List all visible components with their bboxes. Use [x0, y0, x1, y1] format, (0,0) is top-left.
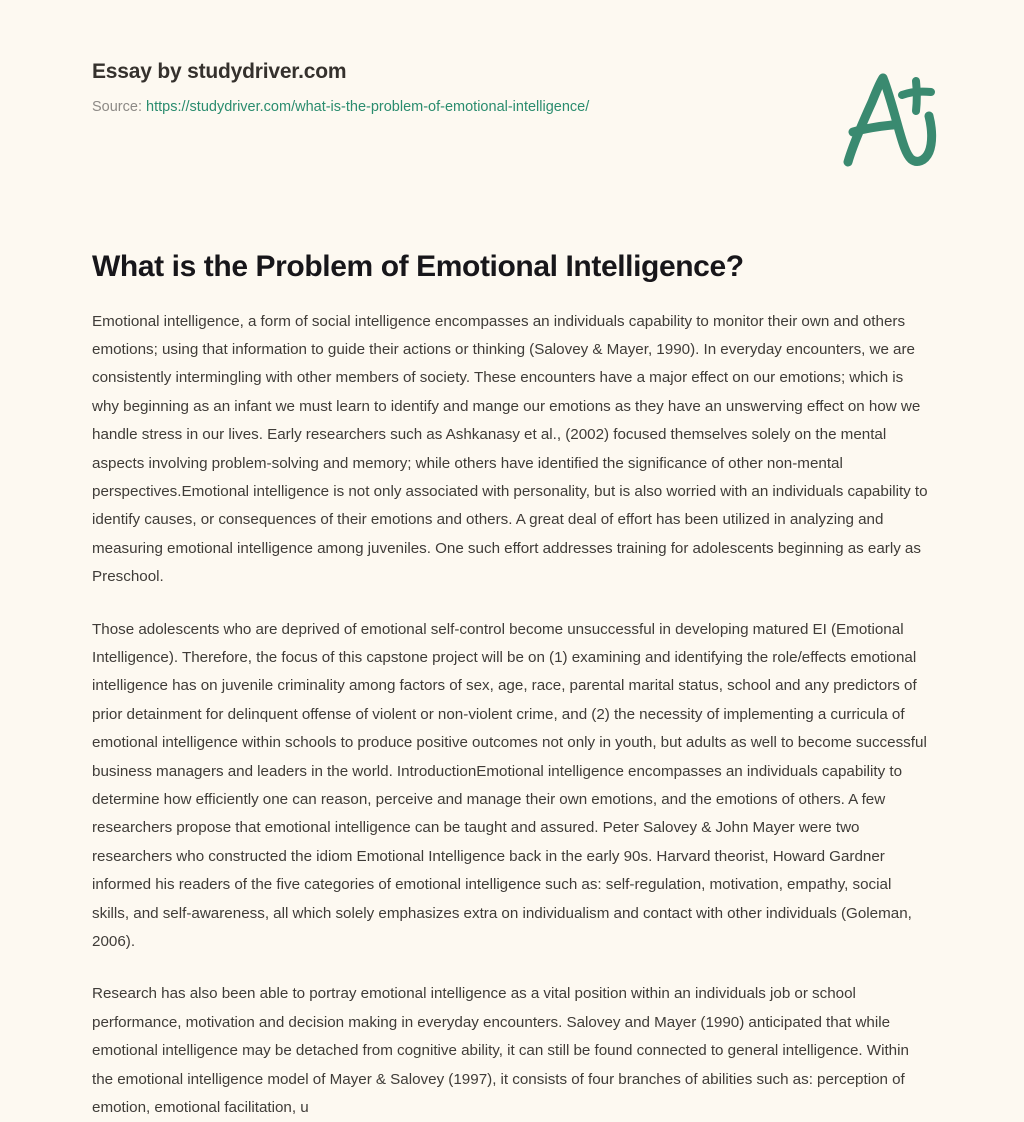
page-title: What is the Problem of Emotional Intelligence?	[92, 248, 932, 286]
article-paragraph: Emotional intelligence, a form of social intelligence encompasses an individuals capability to monitor their own and others emotions; using that information to guide their actions or thinking (Salovey & Mayer, 1990). In everyday encounters, we are consistently intermingling with other members of society. These encounters have a major effect on our emotions; which is why beginning as an infant we must learn to identify and mange our emotions as they have an unswerving effect on how we handle stress in our lives. Early researchers such as Ashkanasy et al., (2002) focused themselves solely on the mental aspects involving problem-solving and memory; while others have identified the significance of other non-mental perspectives.Emotional intelligence is not only associated with personality, but is also worried with an individuals capability to identify causes, or consequences of their emotions and others. A great deal of effort has been utilized in analyzing and measuring emotional intelligence among juveniles. One such effort addresses training for adolescents beginning as early as Preschool.	[92, 308, 932, 592]
source-label: Source:	[92, 99, 142, 115]
article	[92, 248, 932, 1122]
a-plus-logo-svg	[836, 68, 946, 168]
source-url-link[interactable]: https://studydriver.com/what-is-the-problem-of-emotional-intelligence/	[146, 99, 589, 115]
source-line	[92, 99, 932, 116]
page-header	[92, 60, 932, 180]
article-paragraph: Those adolescents who are deprived of emotional self-control become unsuccessful in developing matured EI (Emotional Intelligence). Therefore, the focus of this capstone project will be on (1) examining and identifying the role/effects emotional intelligence has on juvenile criminality among factors of sex, age, race, parental marital status, school and any predictors of prior detainment for delinquent offense of violent or non-violent crime, and (2) the necessity of implementing a curricula of emotional intelligence within schools to produce positive outcomes not only in youth, but adults as well to become successful business managers and leaders in the world. IntroductionEmotional intelligence encompasses an individuals capability to determine how efficiently one can reason, perceive and manage their own emotions, and the emotions of others. A few researchers propose that emotional intelligence can be taught and assured. Peter Salovey & John Mayer were two researchers who constructed the idiom Emotional Intelligence back in the early 90s. Harvard theorist, Howard Gardner informed his readers of the five categories of emotional intelligence such as: self-regulation, motivation, empathy, social skills, and self-awareness, all which solely emphasizes extra on individualism and contact with other individuals (Goleman, 2006).	[92, 616, 932, 957]
article-paragraph: Research has also been able to portray emotional intelligence as a vital position within an individuals job or school performance, motivation and decision making in everyday encounters. Salovey and Mayer (1990) anticipated that while emotional intelligence may be detached from cognitive ability, it can still be found connected to general intelligence. Within the emotional intelligence model of Mayer & Salovey (1997), it consists of four branches of abilities such as: perception of emotion, emotional facilitation, u	[92, 980, 932, 1122]
a-plus-logo-icon	[836, 68, 946, 168]
article-body	[92, 308, 932, 1122]
brand-title: Essay by studydriver.com	[92, 60, 932, 83]
